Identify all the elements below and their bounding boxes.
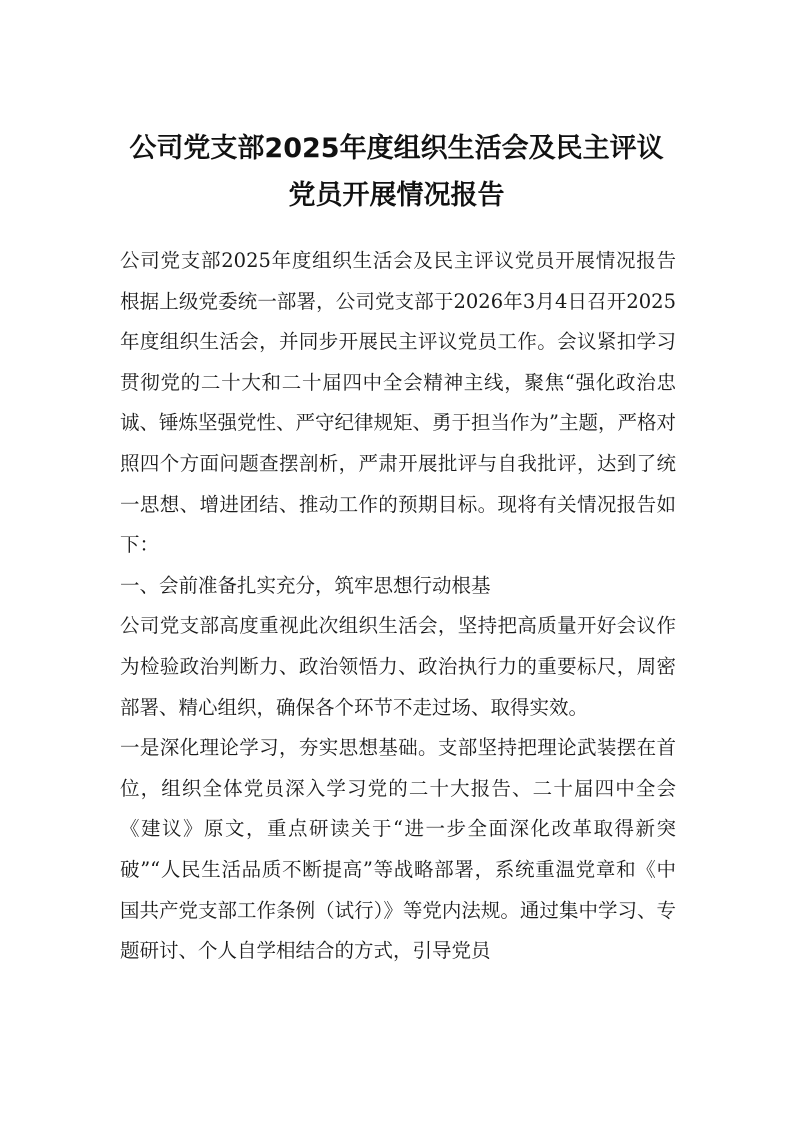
section-1-point-1-paragraph: 一是深化理论学习，夯实思想基础。支部坚持把理论武装摆在首位，组织全体党员深入学习党的二十大报告、二十届四中全会《建议》原文，重点研读关于“进一步全面深化改革取得新突破”“人民生活品质不断提高”等战略部署，系统重温党章和《中国共产党支部工作条例（试行）》等党内法规。通过集中学习、专题研讨、个人自学相结合的方式，引导党员 [120, 736, 676, 963]
intro-paragraph: 公司党支部2025年度组织生活会及民主评议党员开展情况报告根据上级党委统一部署，公司党支部于2026年3月4日召开2025年度组织生活会，并同步开展民主评议党员工作。会议紧扣学习贯彻党的二十大和二十届四中全会精神主线，聚焦“强化政治忠诚、锤炼坚强党性、严守纪律规矩、勇于担当作为”主题，严格对照四个方面问题查摆剖析，严肃开展批评与自我批评，达到了统一思想、增进团结、推动工作的预期目标。现将有关情况报告如下： [120, 249, 676, 557]
document-body [120, 241, 676, 972]
document-title: 公司党支部2025年度组织生活会及民主评议党员开展情况报告 [129, 133, 664, 211]
section-heading-1: 一、会前准备扎实充分，筑牢思想行动根基 [120, 573, 491, 597]
section-1-paragraph: 公司党支部高度重视此次组织生活会，坚持把高质量开好会议作为检验政治判断力、政治领悟力、政治执行力的重要标尺，周密部署、精心组织，确保各个环节不走过场、取得实效。 [120, 614, 676, 719]
